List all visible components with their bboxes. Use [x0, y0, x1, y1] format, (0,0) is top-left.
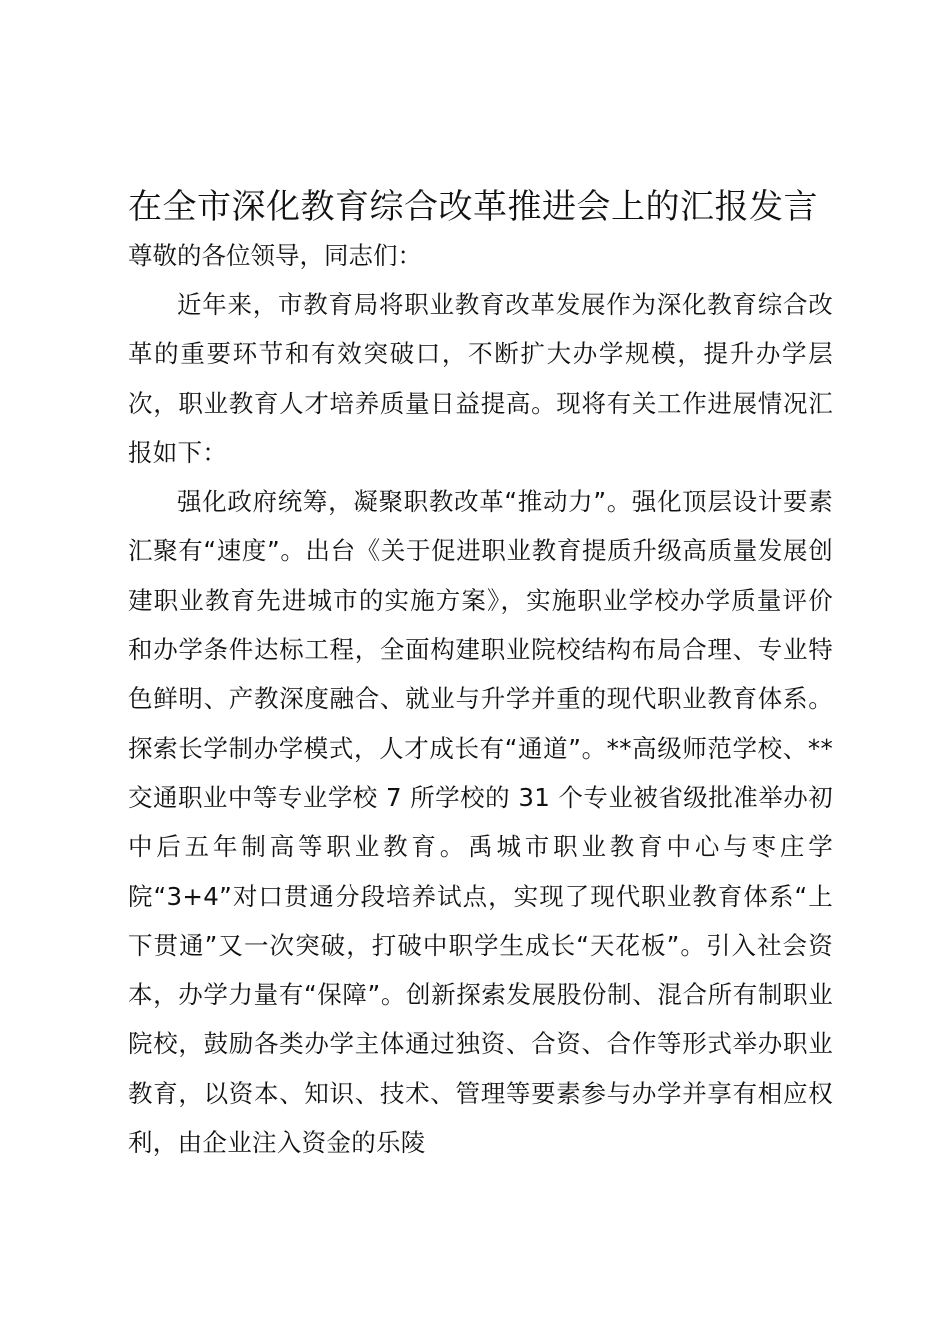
paragraph-government-coordination: 强化政府统筹，凝聚职教改革“推动力”。强化顶层设计要素汇聚有“速度”。出台《关于促进职业教育提质升级高质量发展创建职业教育先进城市的实施方案》，实施职业学校办学质量评价和办学条件达标工程，全面构建职业院校结构布局合理、专业特色鲜明、产教深度融合、就业与升学并重的现代职业教育体系。探索长学制办学模式，人才成长有“通道”。**高级师范学校、**交通职业中等专业学校 7 所学校的 31 个专业被省级批准举办初中后五年制高等职业教育。禹城市职业教育中心与枣庄学院“3+4”对口贯通分段培养试点，实现了现代职业教育体系“上下贯通”又一次突破，打破中职学生成长“天花板”。引入社会资本，办学力量有“保障”。创新探索发展股份制、混合所有制职业院校，鼓励各类办学主体通过独资、合资、合作等形式举办职业教育，以资本、知识、技术、管理等要素参与办学并享有相应权利，由企业注入资金的乐陵 — [128, 487, 833, 1158]
paragraph-intro: 近年来，市教育局将职业教育改革发展作为深化教育综合改革的重要环节和有效突破口，不断扩大办学规模，提升办学层次，职业教育人才培养质量日益提高。现将有关工作进展情况汇报如下： — [128, 290, 833, 467]
salutation: 尊敬的各位领导，同志们： — [128, 241, 422, 270]
document-title: 在全市深化教育综合改革推进会上的汇报发言 — [128, 187, 818, 227]
document-body — [128, 183, 833, 1167]
